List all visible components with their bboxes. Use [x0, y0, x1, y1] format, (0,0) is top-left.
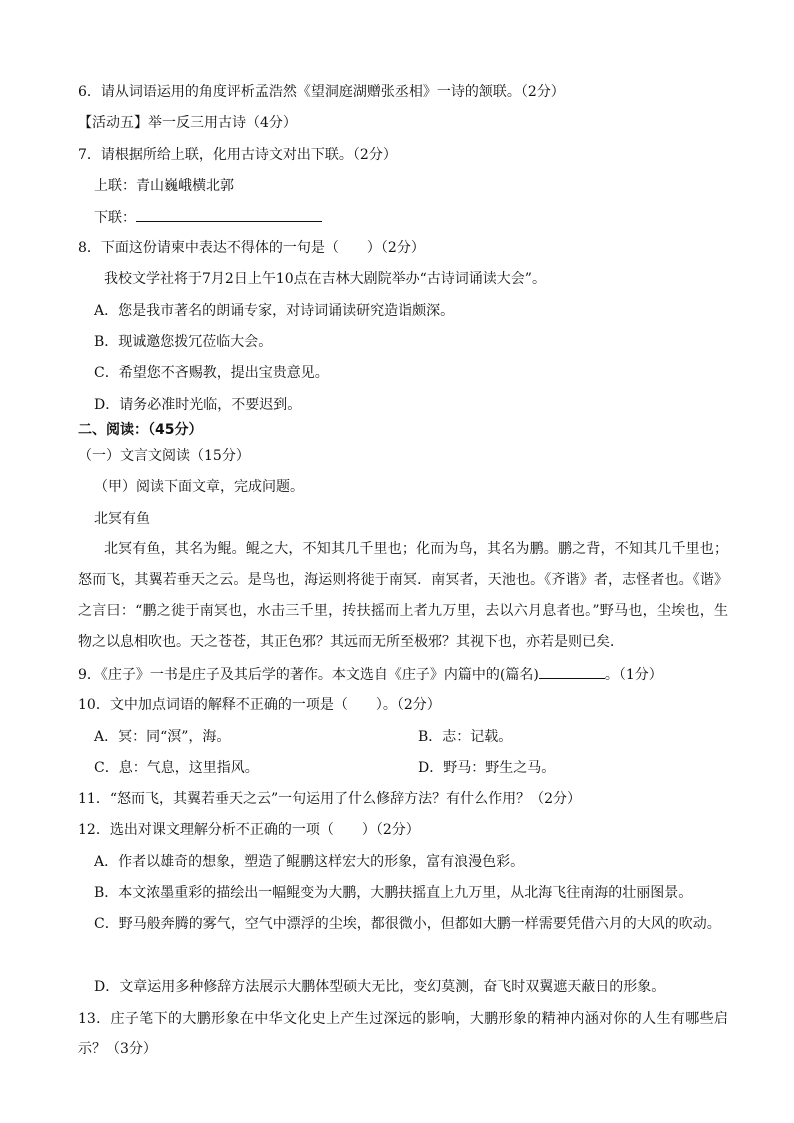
- activity-5-heading: 【活动五】举一反三用古诗（4分）: [78, 115, 297, 131]
- q8-option-a: A．您是我市著名的朗诵专家，对诗词诵读研究造诣颇深。: [94, 303, 455, 319]
- q12-option-c: C．野马般奔腾的雾气，空气中漂浮的尘埃，都很微小，但都如大鹏一样需要凭借六月的大风的吹动。: [94, 916, 721, 932]
- q7-lower-label: 下联：: [94, 210, 136, 226]
- question-6: 6．请从词语运用的角度评析孟浩然《望洞庭湖赠张丞相》一诗的颔联。（2分）: [78, 84, 565, 100]
- q10-option-d: D．野马：野生之马。: [418, 760, 556, 776]
- q10-option-a: A．冥：同“溟”，海。: [94, 729, 231, 745]
- q12-option-d: D．文章运用多种修辞方法展示大鹏体型硕大无比，变幻莫测，奋飞时双翼遮天蔽日的形象。: [94, 979, 666, 995]
- question-8: 8．下面这份请柬中表达不得体的一句是（ ）（2分）: [78, 240, 425, 256]
- question-10: 10．文中加点词语的解释不正确的一项是（ ）。（2分）: [78, 697, 441, 713]
- q7-upper-couplet: 上联：青山巍峨横北郭: [94, 178, 234, 194]
- q10-option-b: B．志：记载。: [418, 729, 513, 745]
- passage-body: 北冥有鱼，其名为鲲。鲲之大，不知其几千里也；化而为鸟，其名为鹏。鹏之背，不知其几千里也；怒而飞，其翼若垂天之云。是鸟也，海运则将徙于南冥．南冥者，天池也。《齐谐》者，志怪者也。《谐》之言曰：“鹏之徙于南冥也，水击三千里，抟扶摇而上者九万里，去以六月息者也。”野马也，尘埃也，生物之以息相吹也。天之苍苍，其正色邪？其远而无所至极邪？其视下也，亦若是则已矣．: [78, 541, 728, 650]
- q7-answer-blank[interactable]: [136, 207, 322, 222]
- q12-option-a: A．作者以雄奇的想象，塑造了鲲鹏这样宏大的形象，富有浪漫色彩。: [94, 854, 525, 870]
- question-13: 13．庄子笔下的大鹏形象在中华文化史上产生过深远的影响，大鹏形象的精神内涵对你的人生有哪些启示？（3分）: [78, 1011, 728, 1057]
- passage-title: 北冥有鱼: [94, 511, 150, 527]
- q8-invitation-text: 我校文学社将于7月2日上午10点在吉林大剧院举办“古诗词诵读大会”。: [104, 271, 546, 287]
- subsection-1a-instruction: （甲）阅读下面文章，完成问题。: [94, 479, 304, 495]
- q8-option-d: D．请务必准时光临，不要迟到。: [94, 397, 302, 413]
- q9-answer-blank[interactable]: [539, 664, 605, 679]
- q9-points: 。（1分）: [604, 667, 663, 683]
- question-12: 12．选出对课文理解分析不正确的一项（ ）（2分）: [78, 822, 420, 838]
- q8-option-c: C．希望您不吝赐教，提出宝贵意见。: [94, 365, 329, 381]
- q9-text: 9．《庄子》一书是庄子及其后学的著作。本文选自《庄子》内篇中的(篇名): [78, 667, 539, 683]
- question-7: 7．请根据所给上联，化用古诗文对出下联。（2分）: [78, 147, 397, 163]
- q7-lower-couplet: [94, 207, 734, 228]
- q10-option-c: C．息：气息，这里指风。: [94, 760, 259, 776]
- q10-options-row-1: [94, 727, 734, 747]
- section-2-heading: 二、阅读：（45分）: [78, 422, 203, 438]
- question-9: [78, 664, 734, 685]
- q10-options-row-2: [94, 758, 734, 778]
- subsection-1-heading: （一）文言文阅读（15分）: [78, 448, 250, 464]
- q8-option-b: B．现诚邀您拨冗莅临大会。: [94, 334, 273, 350]
- q12-option-b: B．本文浓墨重彩的描绘出一幅鲲变为大鹏，大鹏扶摇直上九万里，从北海飞往南海的壮丽图景。: [94, 885, 693, 901]
- question-11: 11．“怒而飞，其翼若垂天之云”一句运用了什么修辞方法？有什么作用？（2分）: [78, 791, 582, 807]
